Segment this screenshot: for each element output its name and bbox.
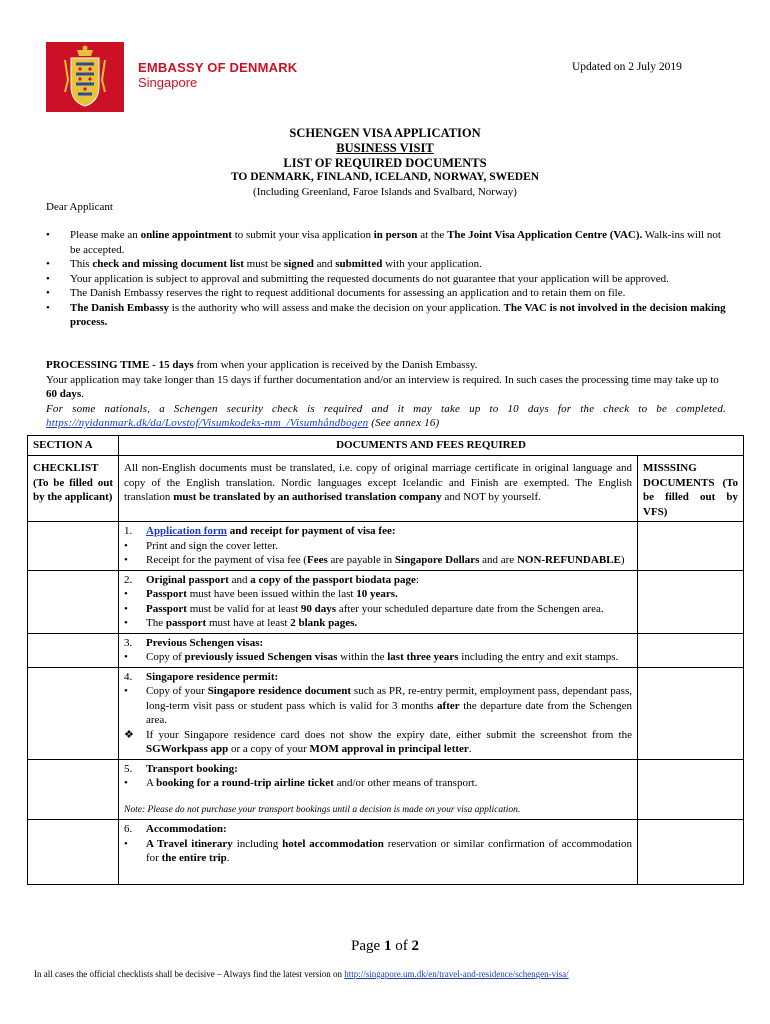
doc-territories: (Including Greenland, Faroe Islands and Svalbard, Norway) <box>253 186 517 198</box>
embassy-name: EMBASSY OF DENMARK <box>138 60 298 75</box>
doc-item-4: 4. Singapore residence permit: • Copy of your Singapore residence document such as PR, re-entry permit, employment pass, dependant pass, long-term visit pass or student pass which is valid for 3 months after the departure date from the Schengen area. ❖ If your Singapore residence card does not show the expiry date, either submit the screenshot from the SGWorkpass app or a copy of your MOM approval in principal letter. <box>119 667 638 759</box>
missing-cell[interactable] <box>638 667 744 759</box>
checkbox-cell[interactable] <box>28 759 119 820</box>
missing-cell[interactable] <box>638 522 744 571</box>
table-row <box>28 667 744 759</box>
instruction-item: • Your application is subject to approval and submitting the requested documents do not guarantee that your application will be approved. <box>46 272 726 287</box>
doc-item-6: 6. Accommodation: • A Travel itinerary including hotel accommodation reservation or similar confirmation of accommodation for the entire trip. <box>119 820 638 885</box>
checkbox-cell[interactable] <box>28 570 119 633</box>
application-form-link[interactable]: Application form <box>146 525 227 537</box>
transport-note: Note: Please do not purchase your transport bookings until a decision is made on your visa application. <box>124 804 521 815</box>
table-row <box>28 820 744 885</box>
checklist-label: CHECKLIST (To be filled out by the applicant) <box>28 459 119 522</box>
checkbox-cell[interactable] <box>28 633 119 667</box>
greeting: Dear Applicant <box>46 201 113 213</box>
checkbox-cell[interactable] <box>28 667 119 759</box>
missing-cell[interactable] <box>638 759 744 820</box>
missing-cell[interactable] <box>638 570 744 633</box>
doc-item-5: 5. Transport booking: • A booking for a round-trip airline ticket and/or other means of transport. Note: Please do not purchase your transport bookings until a decision is made on your visa application. <box>119 759 638 820</box>
instruction-item: • Please make an online appointment to submit your visa application in person at the The Joint Visa Application Centre (VAC). Walk-ins will not be accepted. <box>46 228 726 257</box>
instructions-list <box>46 228 726 330</box>
embassy-location: Singapore <box>138 75 198 90</box>
table-row <box>28 759 744 820</box>
checkbox-cell[interactable] <box>28 522 119 571</box>
doc-item-2: 2. Original passport and a copy of the passport biodata page: • Passport must have been issued within the last 10 years. • Passport must be valid for at least 90 days after your scheduled departure date from the Schengen area. • The passport must have at least 2 blank pages. <box>119 570 638 633</box>
table-row <box>28 459 744 522</box>
instruction-item: • This check and missing document list must be signed and submitted with your application. <box>46 257 726 272</box>
documents-table <box>27 435 744 885</box>
danish-coat-of-arms-icon <box>46 42 124 112</box>
instruction-item: • The Danish Embassy reserves the right to request additional documents for assessing an application and to retain them on file. <box>46 286 726 301</box>
visa-handbook-link[interactable]: https://nyidanmark.dk/da/Lovstof/Visumkodeks-mm_/Visumhåndbogen <box>46 417 369 429</box>
doc-title: SCHENGEN VISA APPLICATION <box>289 126 481 140</box>
translation-note: All non-English documents must be translated, i.e. copy of original marriage certificate in original language and copy of the English translation. Nordic languages except Icelandic and Finish are exempted. The English translation must be translated by an authorised translation company and NOT by yourself. <box>119 459 638 522</box>
footer-note: In all cases the official checklists shall be decisive – Always find the latest version on http://singapore.um.dk/en/travel-and-residence/schengen-visa/ <box>34 969 569 979</box>
checkbox-cell[interactable] <box>28 820 119 885</box>
doc-subtitle-business: BUSINESS VISIT <box>336 141 434 155</box>
table-row <box>28 522 744 571</box>
processing-time-section: PROCESSING TIME - 15 days from when your application is received by the Danish Embassy. Your application may take longer than 15 days if further documentation and/or an interview is required. In such cases the processing time may take up to 60 days. For some nationals, a Schengen security check is required and it may take up to 10 days for the check to be completed. https://nyidanmark.dk/da/Lovstof/Visumkodeks-mm_/Visumhåndbogen (See annex 16) <box>46 359 726 429</box>
page-number: Page 1 of 2 <box>351 938 419 954</box>
missing-cell[interactable] <box>638 633 744 667</box>
doc-countries: TO DENMARK, FINLAND, ICELAND, NORWAY, SWEDEN <box>230 171 540 183</box>
table-row <box>28 633 744 667</box>
doc-item-1: 1. Application form and receipt for payment of visa fee: • Print and sign the cover letter. • Receipt for the payment of visa fee (Fees are payable in Singapore Dollars and are NON-REFUNDABLE) <box>119 522 638 571</box>
docs-header: DOCUMENTS AND FEES REQUIRED <box>119 436 744 456</box>
embassy-logo <box>46 42 124 112</box>
missing-cell[interactable] <box>638 820 744 885</box>
doc-subtitle-list: LIST OF REQUIRED DOCUMENTS <box>283 156 487 170</box>
section-header: SECTION A <box>28 436 119 456</box>
footer-link[interactable]: http://singapore.um.dk/en/travel-and-residence/schengen-visa/ <box>344 969 569 979</box>
doc-item-3: 3. Previous Schengen visas: • Copy of previously issued Schengen visas within the last three years including the entry and exit stamps. <box>119 633 638 667</box>
table-row <box>28 570 744 633</box>
missing-docs-label: MISSSING DOCUMENTS (To be filled out by VFS) <box>638 459 744 522</box>
table-header-row <box>28 436 744 456</box>
instruction-item: • The Danish Embassy is the authority who will assess and make the decision on your application. The VAC is not involved in the decision making process. <box>46 301 726 330</box>
updated-date: Updated on 2 July 2019 <box>572 61 682 73</box>
